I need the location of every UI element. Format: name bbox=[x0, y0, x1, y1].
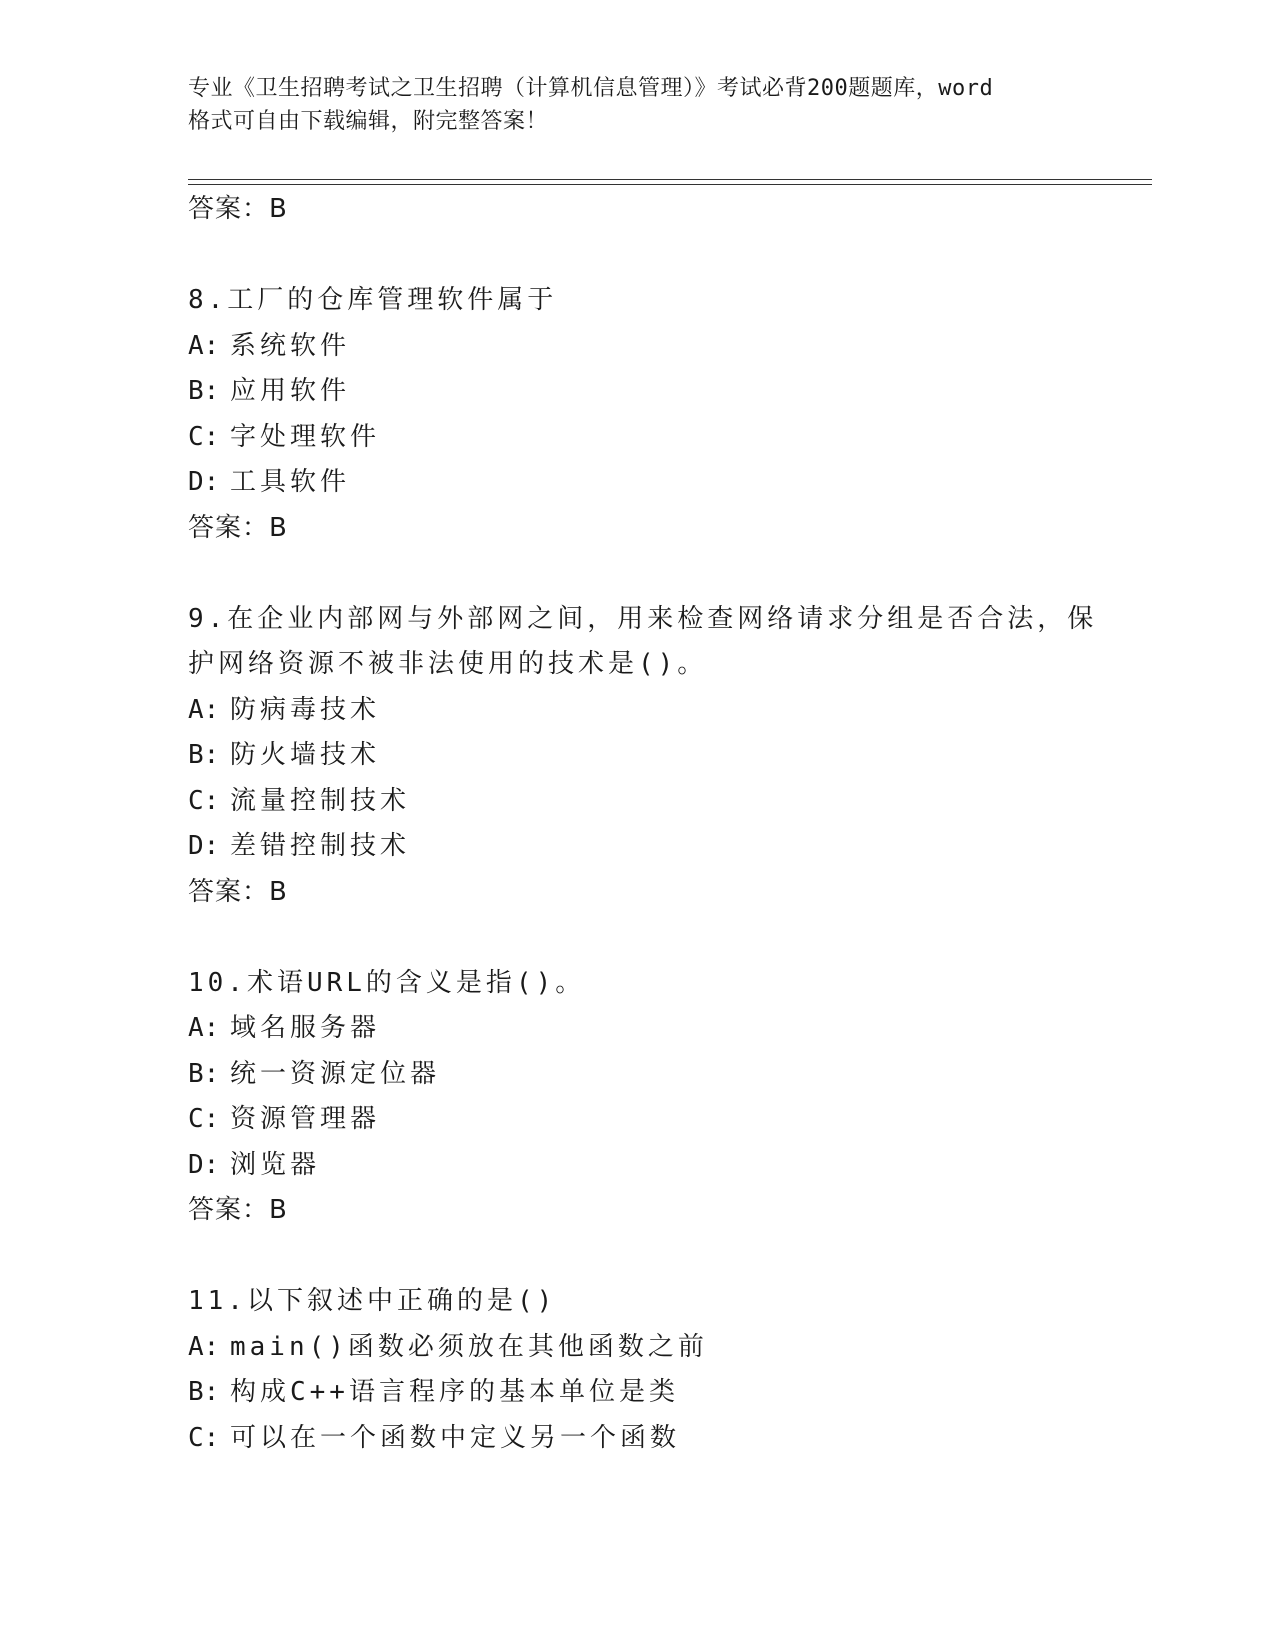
option-row bbox=[188, 1416, 1088, 1462]
option-letter: A: bbox=[188, 330, 220, 361]
option-text: 可以在一个函数中定义另一个函数 bbox=[230, 1422, 681, 1453]
option-letter: B: bbox=[188, 376, 220, 406]
option-row bbox=[188, 779, 1088, 825]
option-row bbox=[188, 460, 1088, 506]
option-row bbox=[188, 1052, 1088, 1098]
option-row bbox=[188, 733, 1088, 779]
header-divider-bottom bbox=[188, 184, 1152, 185]
option-row bbox=[188, 324, 1088, 370]
option-row bbox=[188, 1370, 1088, 1416]
question-spacer bbox=[188, 915, 1088, 961]
question-text: 10.术语URL的含义是指()。 bbox=[188, 967, 586, 998]
option-letter: C: bbox=[188, 785, 220, 816]
option-text: 统一资源定位器 bbox=[230, 1058, 441, 1089]
option-text: 应用软件 bbox=[230, 376, 351, 406]
option-text: 防病毒技术 bbox=[230, 694, 381, 725]
option-letter: C: bbox=[188, 1422, 220, 1453]
option-row bbox=[188, 1097, 1088, 1143]
option-letter: B: bbox=[188, 1058, 220, 1089]
option-text: main()函数必须放在其他函数之前 bbox=[230, 1331, 708, 1362]
option-text: 流量控制技术 bbox=[230, 785, 411, 816]
option-text: 构成C++语言程序的基本单位是类 bbox=[230, 1377, 679, 1407]
option-letter: A: bbox=[188, 1013, 220, 1043]
header-divider-top bbox=[188, 179, 1152, 180]
option-text: 系统软件 bbox=[230, 330, 351, 361]
option-row bbox=[188, 415, 1088, 461]
option-row bbox=[188, 1143, 1088, 1189]
option-row bbox=[188, 824, 1088, 870]
answer-line: 答案：B bbox=[188, 1195, 288, 1225]
header-line-1: 专业《卫生招聘考试之卫生招聘（计算机信息管理）》考试必背200题题库，word bbox=[188, 76, 994, 101]
option-row bbox=[188, 369, 1088, 415]
question-list bbox=[188, 187, 1098, 1461]
option-text: 差错控制技术 bbox=[230, 831, 411, 861]
question-spacer bbox=[188, 233, 1088, 279]
option-letter: D: bbox=[188, 467, 220, 497]
question-spacer bbox=[188, 551, 1088, 597]
option-letter: D: bbox=[188, 831, 220, 861]
option-text: 字处理软件 bbox=[230, 421, 381, 452]
option-text: 防火墙技术 bbox=[230, 740, 381, 770]
option-letter: A: bbox=[188, 694, 220, 725]
option-row bbox=[188, 1006, 1088, 1052]
option-letter: D: bbox=[188, 1149, 220, 1180]
question-text: 9.在企业内部网与外部网之间，用来检查网络请求分组是否合法，保 bbox=[188, 603, 1098, 634]
question-text: 护网络资源不被非法使用的技术是()。 bbox=[188, 649, 708, 679]
option-letter: B: bbox=[188, 740, 220, 770]
option-row bbox=[188, 688, 1088, 734]
option-text: 工具软件 bbox=[230, 467, 351, 497]
answer-line: 答案：B bbox=[188, 194, 288, 224]
option-letter: C: bbox=[188, 1104, 220, 1134]
option-row bbox=[188, 1325, 1088, 1371]
question-text: 11.以下叙述中正确的是() bbox=[188, 1286, 557, 1316]
answer-line: 答案：B bbox=[188, 512, 288, 543]
option-letter: C: bbox=[188, 421, 220, 452]
option-letter: A: bbox=[188, 1331, 220, 1362]
option-text: 域名服务器 bbox=[230, 1013, 381, 1043]
option-text: 资源管理器 bbox=[230, 1104, 381, 1134]
document-header bbox=[188, 72, 1088, 138]
option-letter: B: bbox=[188, 1377, 220, 1407]
option-text: 浏览器 bbox=[230, 1149, 321, 1180]
answer-line: 答案：B bbox=[188, 876, 288, 907]
question-text: 8.工厂的仓库管理软件属于 bbox=[188, 285, 558, 315]
header-line-2: 格式可自由下载编辑，附完整答案！ bbox=[188, 109, 549, 134]
question-spacer bbox=[188, 1234, 1088, 1280]
